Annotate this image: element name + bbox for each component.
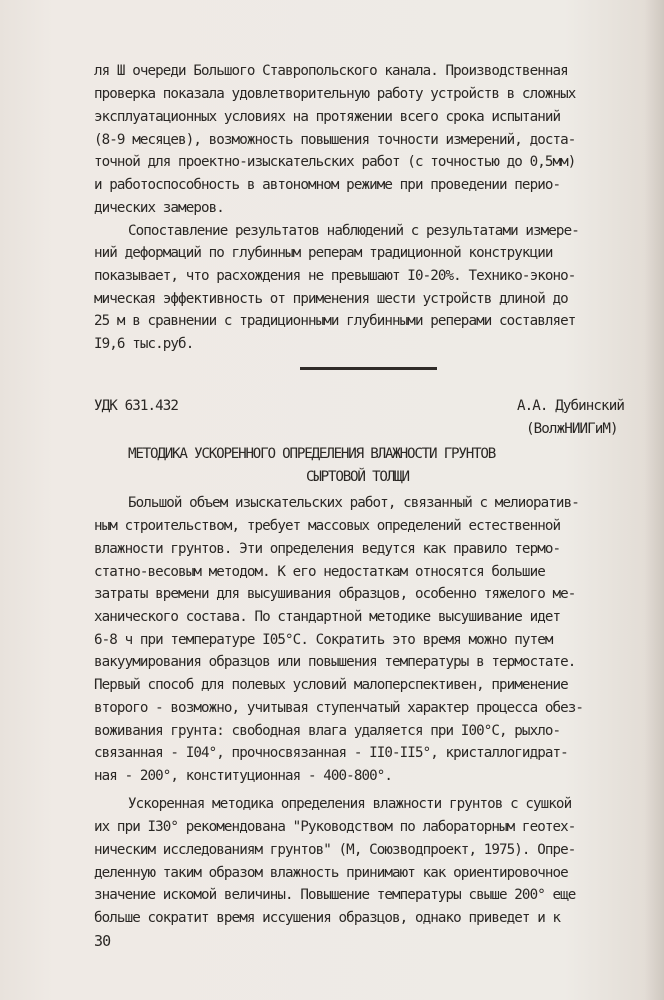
text-line: I9,6 тыс.руб.: [94, 336, 194, 352]
text-line: связанная - I04°, прочносвязанная - II0-II5°, кристаллогидрат-: [94, 745, 568, 761]
text-line: и работоспособность в автономном режиме при проведении перио-: [94, 177, 561, 193]
text-line: ническим исследованиям грунтов" (М, Союзводпроект, 1975). Опре-: [94, 842, 576, 858]
text-line: ля Ш очереди Большого Ставропольского канала. Производственная: [94, 63, 568, 79]
article-title-line-1: МЕТОДИКА УСКОРЕННОГО ОПРЕДЕЛЕНИЯ ВЛАЖНОСТИ ГРУНТОВ: [128, 446, 496, 462]
text-line: воживания грунта: свободная влага удаляется при I00°C, рыхло-: [94, 723, 561, 739]
section-divider: [300, 367, 437, 370]
text-line: статно-весовым методом. К его недостаткам относятся большие: [94, 564, 545, 580]
text-line: значение искомой величины. Повышение температуры свыше 200° еще: [94, 887, 576, 903]
text-line: 25 м в сравнении с традиционными глубинными реперами составляет: [94, 313, 576, 329]
author-institution: (ВолжНИИГиМ): [526, 421, 618, 437]
text-line: ханического состава. По стандартной методике высушивание идет: [94, 609, 561, 625]
text-line: второго - возможно, учитывая ступенчатый характер процесса обез-: [94, 700, 584, 716]
text-line: Первый способ для полевых условий малоперспективен, применение: [94, 677, 568, 693]
text-line: показывает, что расхождения не превышают I0-20%. Технико-эконо-: [94, 268, 576, 284]
text-line: влажности грунтов. Эти определения ведутся как правило термо-: [94, 541, 561, 557]
text-line: ний деформаций по глубинным реперам традиционной конструкции: [94, 245, 553, 261]
udk-code: УДК 631.432: [94, 398, 179, 414]
text-line: деленную таким образом влажность принимают как ориентировочное: [94, 865, 568, 881]
text-line: дических замеров.: [94, 200, 224, 216]
text-line: ным строительством, требует массовых определений естественной: [94, 518, 561, 534]
text-line: Большой объем изыскательских работ, связанный с мелиоратив-: [128, 495, 579, 511]
author-name: А.А. Дубинский: [517, 398, 624, 414]
text-line: точной для проектно-изыскательских работ (с точностью до 0,5мм): [94, 154, 576, 170]
text-line: 6-8 ч при температуре I05°C. Сократить это время можно путем: [94, 632, 553, 648]
text-line: Ускоренная методика определения влажности грунтов с сушкой: [128, 796, 572, 812]
text-line: ная - 200°, конституционная - 400-800°.: [94, 768, 393, 784]
text-line: Сопоставление результатов наблюдений с результатами измере-: [128, 223, 579, 239]
text-line: больше сократит время иссушения образцов, однако приведет и к: [94, 910, 561, 926]
page-number: 30: [94, 932, 111, 950]
text-line: мическая эффективность от применения шести устройств длиной до: [94, 291, 568, 307]
text-line: вакуумирования образцов или повышения температуры в термостате.: [94, 654, 576, 670]
text-line: (8-9 месяцев), возможность повышения точности измерений, доста-: [94, 132, 576, 148]
article-title-line-2: СЫРТОВОЙ ТОЛЩИ: [306, 469, 409, 485]
text-line: эксплуатационных условиях на протяжении всего срока испытаний: [94, 109, 561, 125]
text-line: затраты времени для высушивания образцов, особенно тяжелого ме-: [94, 586, 576, 602]
text-line: их при I30° рекомендована "Руководством по лабораторным геотех-: [94, 819, 576, 835]
text-line: проверка показала удовлетворительную работу устройств в сложных: [94, 86, 576, 102]
